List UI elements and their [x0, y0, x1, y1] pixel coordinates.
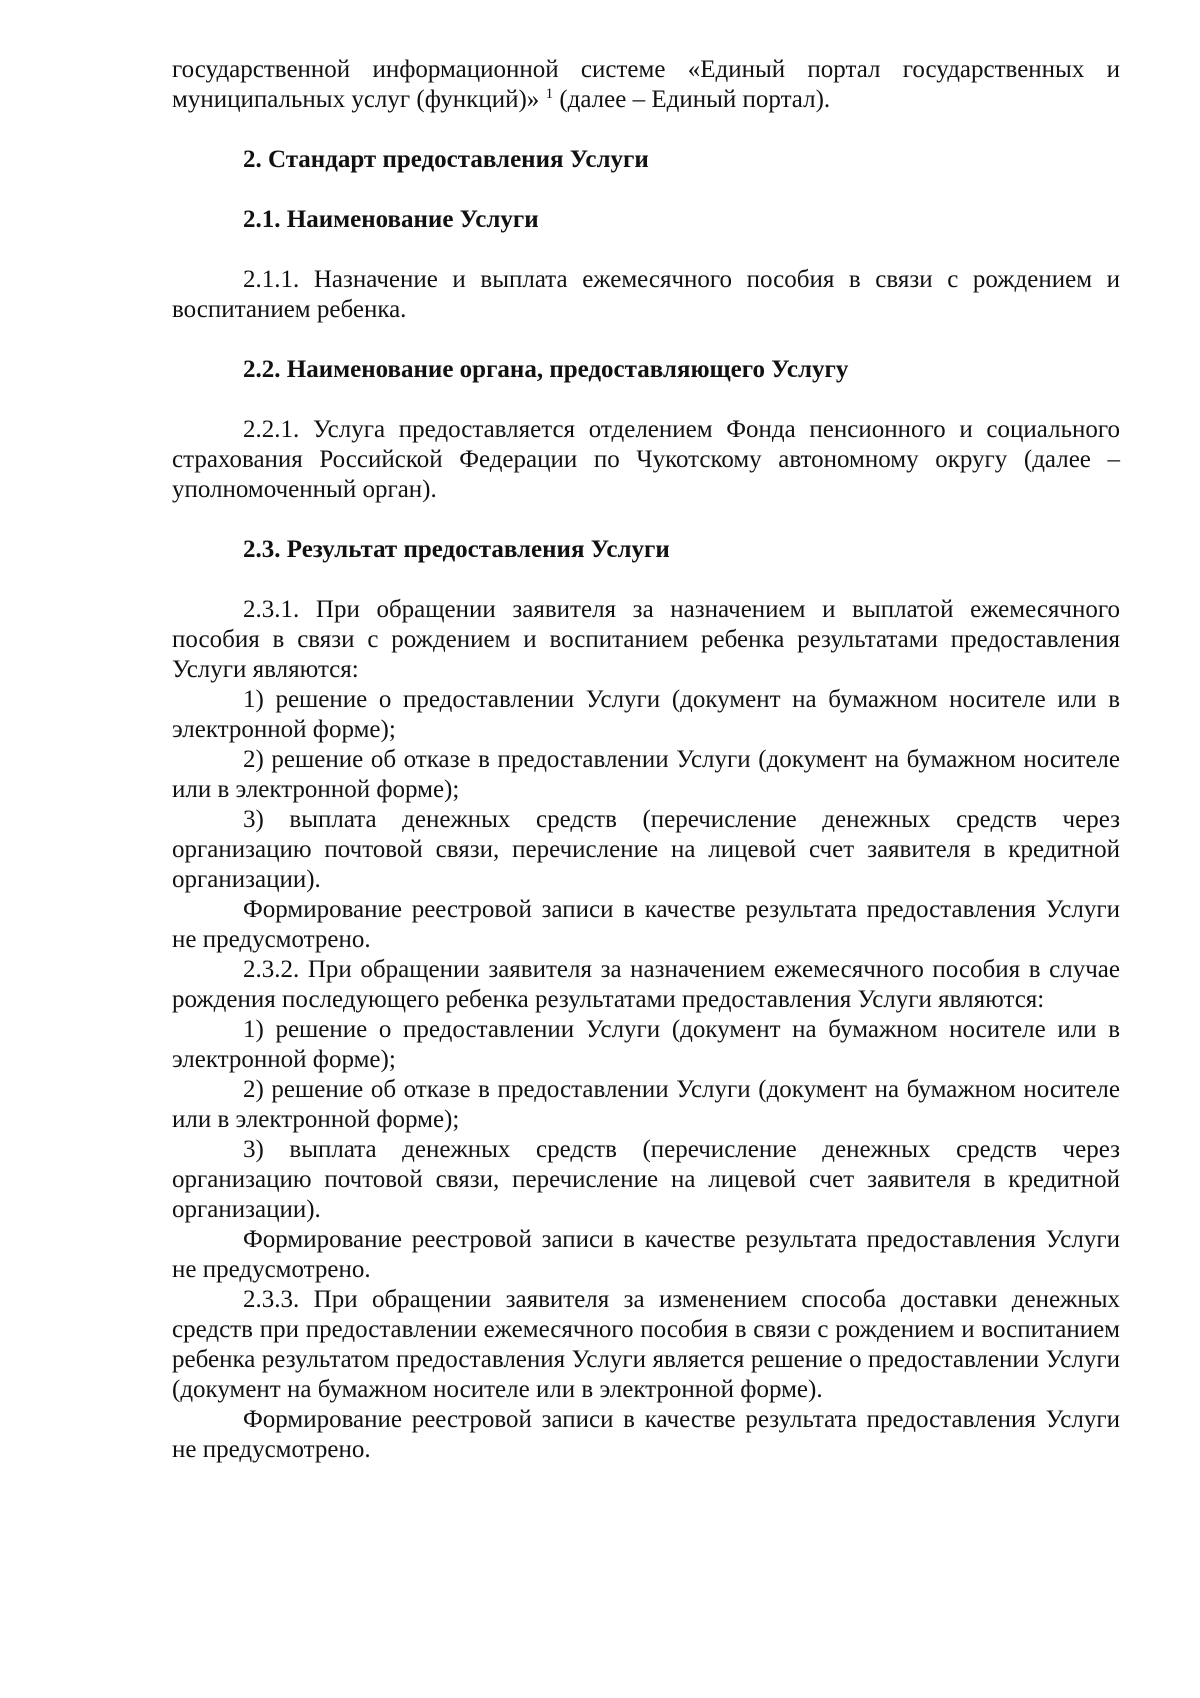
paragraph-2-3-3: 2.3.3. При обращении заявителя за изменением способа доставки денежных средств при предоставлении ежемесячного пособия в связи с рождением и воспитанием ребенка результатом предоставления Услуги является решение о предоставлении Услуги (документ на бумажном носителе или в электронной форме).: [172, 1286, 1120, 1403]
intro-text: государственной информационной системе «Единый портал государственных и муниципальных услуг (функций)»: [172, 56, 1120, 113]
list-item: 1) решение о предоставлении Услуги (документ на бумажном носителе или в электронной форме);: [172, 1016, 1120, 1073]
list-item: 1) решение о предоставлении Услуги (документ на бумажном носителе или в электронной форме);: [172, 686, 1120, 743]
list-item: 3) выплата денежных средств (перечисление денежных средств через организацию почтовой связи, перечисление на лицевой счет заявителя в кредитной организации).: [172, 806, 1120, 893]
registry-note: Формирование реестровой записи в качестве результата предоставления Услуги не предусмотрено.: [172, 1226, 1120, 1283]
section-2-heading: 2. Стандарт предоставления Услуги: [243, 146, 649, 173]
footnote-reference[interactable]: 1: [545, 86, 554, 102]
section-2-3-heading: 2.3. Результат предоставления Услуги: [243, 536, 670, 563]
intro-paragraph: [172, 55, 1120, 115]
section-2-2-heading: 2.2. Наименование органа, предоставляющего Услугу: [243, 356, 849, 383]
paragraph-2-3-1: 2.3.1. При обращении заявителя за назначением и выплатой ежемесячного пособия в связи с рождением и воспитанием ребенка результатами предоставления Услуги являются:: [172, 596, 1120, 683]
list-item: 2) решение об отказе в предоставлении Услуги (документ на бумажном носителе или в электронной форме);: [172, 1076, 1120, 1133]
intro-text-tail: (далее – Единый портал).: [553, 86, 831, 113]
paragraph-2-3-2: 2.3.2. При обращении заявителя за назначением ежемесячного пособия в случае рождения последующего ребенка результатами предоставления Услуги являются:: [172, 956, 1120, 1013]
paragraph-2-2-1: 2.2.1. Услуга предоставляется отделением Фонда пенсионного и социального страхования Российской Федерации по Чукотскому автономному округу (далее – уполномоченный орган).: [172, 416, 1120, 503]
document-page: [172, 55, 1120, 1465]
registry-note: Формирование реестровой записи в качестве результата предоставления Услуги не предусмотрено.: [172, 896, 1120, 953]
list-item: 3) выплата денежных средств (перечисление денежных средств через организацию почтовой связи, перечисление на лицевой счет заявителя в кредитной организации).: [172, 1136, 1120, 1223]
registry-note: Формирование реестровой записи в качестве результата предоставления Услуги не предусмотрено.: [172, 1406, 1120, 1463]
paragraph-2-1-1: 2.1.1. Назначение и выплата ежемесячного пособия в связи с рождением и воспитанием ребенка.: [172, 266, 1120, 323]
list-item: 2) решение об отказе в предоставлении Услуги (документ на бумажном носителе или в электронной форме);: [172, 746, 1120, 803]
section-2-1-heading: 2.1. Наименование Услуги: [243, 206, 539, 233]
